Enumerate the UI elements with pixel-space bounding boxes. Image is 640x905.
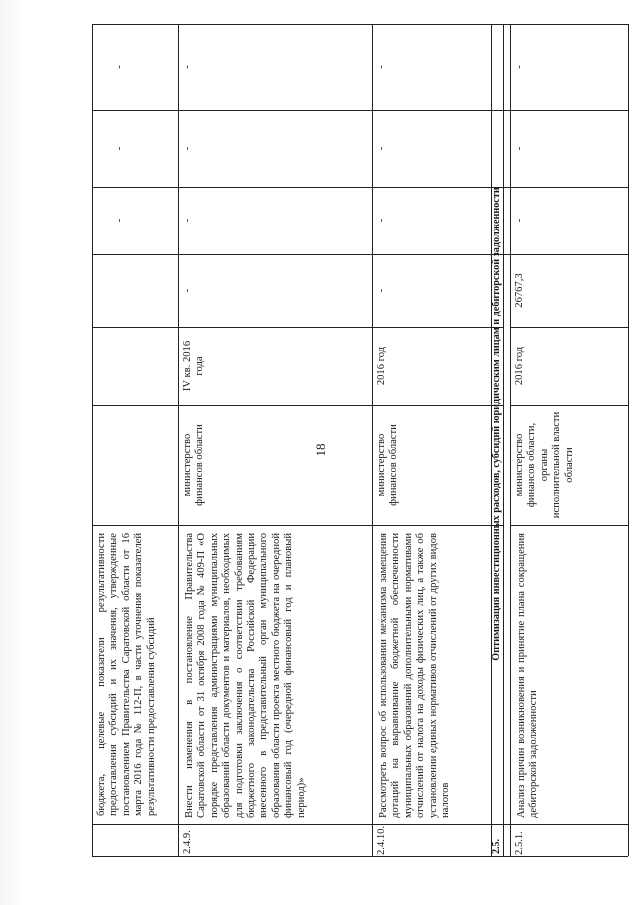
- table-row: [510, 24, 628, 110]
- value-cell: -: [114, 65, 125, 69]
- activity-cell: Анализ причин возникновения и принятие плана сокращения дебиторской задолженности: [516, 533, 540, 818]
- activity-cell: Внести изменения в постановление Правительства Саратовской области от 31 октября 2008 года № 409-П «О порядке представления администрациями муниципальных образований области документов и материалов, необходимых для подготовки заключения о соответствии требованиям бюджетного законодательства Российской Федерации внесенного в представительный орган муниципального образования области проекта местного бюджета на очередной финансовый год (очередной финансовый год и плановый период)»: [184, 533, 307, 818]
- table-row: [372, 24, 491, 110]
- grid-line: [628, 24, 629, 856]
- value-cell: -: [376, 65, 387, 69]
- row-number: 2.5.1.: [514, 831, 525, 855]
- row-number: 2.4.10.: [376, 825, 387, 855]
- value-cell: -: [114, 218, 125, 223]
- table-row: [372, 527, 491, 824]
- table-row: [510, 187, 628, 254]
- section-row: [491, 824, 503, 856]
- table-row: [178, 254, 372, 327]
- value-cell: -: [182, 218, 193, 223]
- section-number: 2.5.: [491, 839, 502, 854]
- value-cell: 26767,3: [514, 273, 525, 308]
- term-cell: 2016 год: [514, 346, 525, 386]
- table-row: [510, 110, 628, 187]
- table-row: [92, 527, 178, 822]
- value-cell: -: [376, 146, 387, 151]
- table-row: [510, 254, 628, 327]
- table-row: [372, 187, 491, 254]
- value-cell: -: [514, 218, 525, 223]
- grid-line: [92, 856, 628, 857]
- scan-shadow: [0, 0, 22, 905]
- table-row: [372, 327, 491, 405]
- table-row: [178, 187, 372, 254]
- executor-cell: министерство финансов области: [182, 424, 206, 506]
- table-row: [372, 110, 491, 187]
- table-row: [510, 527, 628, 824]
- grid-line: [510, 525, 628, 526]
- activity-cell: Рассмотреть вопрос об использовании механизма замещения дотаций на выравнивание бюджетной обеспеченности муниципальных образований дополнительными нормативами отчислений от налога на доходы физических лиц, а также об установлении единых нормативов отчислений от других видов налогов: [378, 533, 452, 818]
- table-row: [372, 405, 491, 525]
- value-cell: -: [182, 65, 193, 69]
- value-cell: -: [182, 288, 193, 293]
- value-cell: -: [376, 218, 387, 223]
- table-row: [92, 110, 178, 187]
- section-title: Оптимизация инвестиционных расходов, субсидий юридическим лицам и дебиторской задолженности: [491, 187, 502, 661]
- table-row: [178, 405, 372, 525]
- table-row: [372, 824, 491, 856]
- table-row: [178, 327, 372, 405]
- table-row: [178, 24, 372, 110]
- grid-line: [92, 525, 503, 526]
- value-cell: -: [114, 146, 125, 151]
- table-row: [510, 405, 628, 525]
- term-cell: IV кв. 2016 года: [182, 340, 206, 392]
- value-cell: -: [514, 65, 525, 69]
- value-cell: -: [514, 146, 525, 151]
- row-number: 2.4.9.: [182, 830, 193, 854]
- executor-cell: министерство финансов области, органы исполнительной власти области: [514, 411, 575, 519]
- table-row: [372, 254, 491, 327]
- table-row: [92, 24, 178, 110]
- page-number: 18: [313, 443, 328, 457]
- table-row: [510, 824, 628, 856]
- table-row: [178, 110, 372, 187]
- table-row: [510, 327, 628, 405]
- activity-cell: бюджета, целевые показатели результативности предоставления субсидий и их значения, утвержденные постановлением Правительства Саратовской области от 16 марта 2016 года № 112-П, в части уточнения показателей результативности предоставления субсидий: [96, 533, 157, 816]
- executor-cell: министерство финансов области: [376, 424, 400, 506]
- table-row: [178, 527, 372, 824]
- section-row: [491, 24, 503, 824]
- grid-line: [503, 24, 504, 856]
- table-row: [92, 187, 178, 254]
- table-row: [178, 824, 372, 856]
- term-cell: 2016 год: [376, 346, 387, 386]
- value-cell: -: [376, 288, 387, 293]
- value-cell: -: [182, 146, 193, 151]
